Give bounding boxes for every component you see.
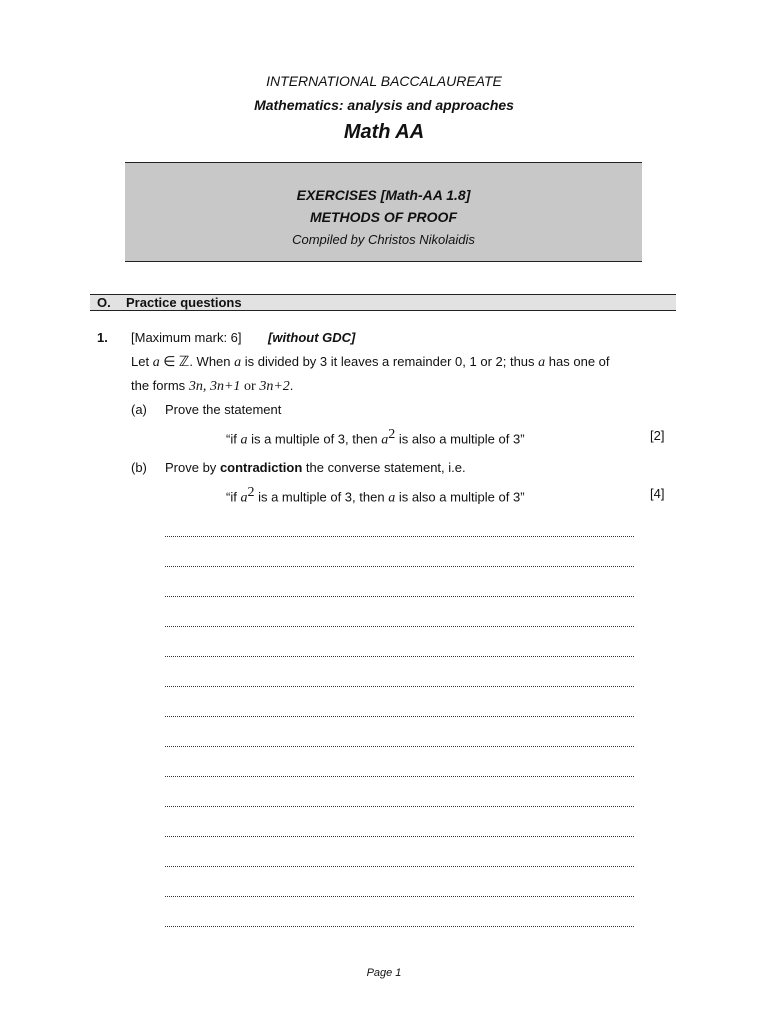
exponent-2: 2 — [388, 427, 396, 442]
var-a: a — [240, 432, 248, 448]
form-3n-plus-2: 3n+2 — [259, 379, 290, 394]
answer-line[interactable] — [165, 566, 634, 567]
organization-title: INTERNATIONAL BACCALAUREATE — [266, 73, 502, 89]
section-header — [90, 294, 676, 311]
answer-line[interactable] — [165, 776, 634, 777]
answer-line[interactable] — [165, 656, 634, 657]
intro-let: Let — [131, 354, 150, 369]
intro-or: or — [244, 379, 256, 394]
intro-line-2 — [131, 378, 293, 395]
part-b-marks: [4] — [650, 486, 665, 501]
answer-line[interactable] — [165, 926, 634, 927]
page-number: Page 1 — [366, 967, 402, 979]
var-a: a — [538, 355, 546, 370]
answer-line[interactable] — [165, 686, 634, 687]
var-a-squared: a — [240, 490, 248, 506]
var-a: a — [152, 355, 160, 370]
intro-divided: is divided by 3 it leaves a remainder 0, 1 or 2; thus — [244, 354, 535, 369]
in-integers: ∈ ℤ — [159, 355, 190, 370]
intro-when: . When — [189, 354, 231, 369]
part-b-text — [165, 460, 466, 475]
answer-line[interactable] — [165, 866, 634, 867]
answer-line[interactable] — [165, 716, 634, 717]
answer-line[interactable] — [165, 596, 634, 597]
exponent-2: 2 — [247, 485, 255, 500]
answer-line[interactable] — [165, 746, 634, 747]
intro-has-one: has one of — [548, 354, 610, 369]
part-b-text-pre: Prove by — [165, 460, 217, 475]
section-number: O. — [97, 295, 111, 310]
answer-line[interactable] — [165, 536, 634, 537]
intro-period: . — [289, 378, 294, 393]
answer-line[interactable] — [165, 896, 634, 897]
var-a: a — [388, 490, 396, 506]
statement-end: is also a multiple of 3” — [398, 431, 525, 447]
statement-end: is also a multiple of 3” — [398, 489, 525, 505]
gdc-note: [without GDC] — [268, 330, 356, 345]
answer-line[interactable] — [165, 836, 634, 837]
intro-line-1 — [131, 354, 610, 371]
exercises-label: EXERCISES [Math-AA 1.8] — [296, 187, 471, 203]
part-a-statement — [226, 427, 525, 448]
part-b-statement — [226, 485, 525, 506]
part-b-label: (b) — [131, 460, 147, 475]
compiler-label: Compiled by Christos Nikolaidis — [292, 232, 475, 247]
statement-mid: is a multiple of 3, then — [251, 431, 378, 447]
part-a-marks: [2] — [650, 428, 665, 443]
part-b-text-post: the converse statement, i.e. — [305, 460, 466, 475]
form-3n: 3n, — [188, 379, 207, 394]
course-title: Math AA — [343, 121, 425, 143]
subject-title: Mathematics: analysis and approaches — [254, 97, 514, 113]
part-b-contradiction: contradiction — [219, 460, 303, 475]
question-number: 1. — [97, 330, 108, 345]
section-title: Practice questions — [126, 295, 242, 310]
quote-if: “if — [226, 489, 237, 505]
part-a-text: Prove the statement — [165, 402, 282, 417]
statement-mid: is a multiple of 3, then — [258, 489, 385, 505]
intro-forms: the forms — [131, 378, 186, 393]
exercise-banner — [125, 162, 642, 262]
topic-label: METHODS OF PROOF — [310, 209, 457, 225]
part-a-label: (a) — [131, 402, 147, 417]
quote-if: “if — [226, 431, 237, 447]
form-3n-plus-1: 3n+1 — [209, 379, 241, 394]
var-a: a — [234, 355, 242, 370]
var-a-squared: a — [381, 432, 389, 448]
max-mark: [Maximum mark: 6] — [131, 330, 242, 345]
answer-line[interactable] — [165, 626, 634, 627]
answer-line[interactable] — [165, 806, 634, 807]
